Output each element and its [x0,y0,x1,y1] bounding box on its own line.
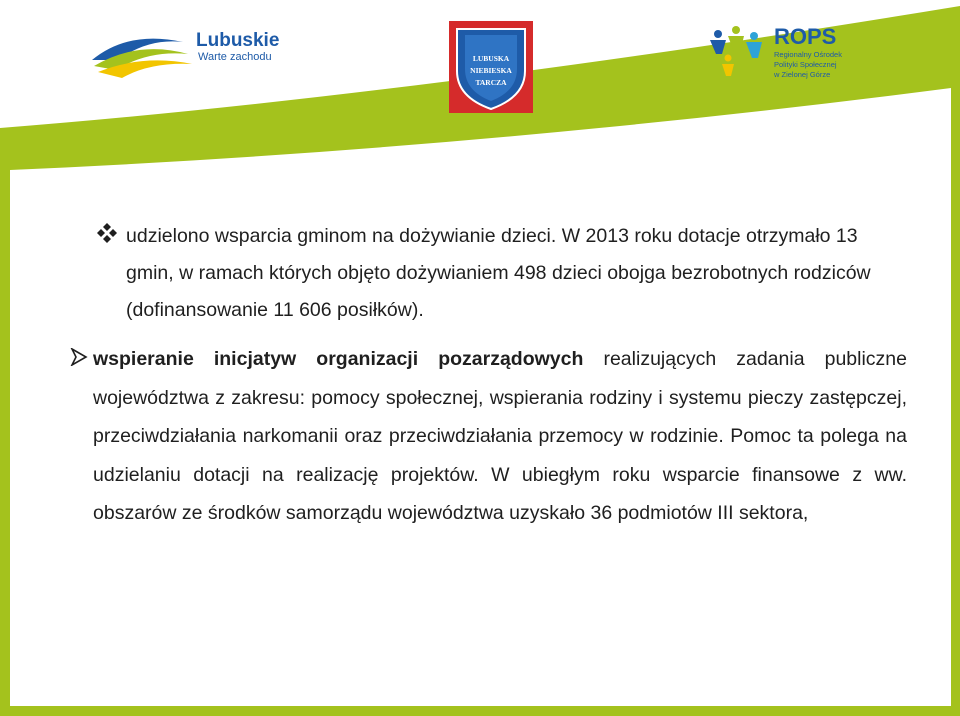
tarcza-line3: TARCZA [475,78,507,87]
rops-line3: w Zielonej Górze [774,70,831,79]
tarcza-line2: NIEBIESKA [470,66,512,75]
lubuskie-title: Lubuskie [196,30,280,51]
rops-title: ROPS [774,24,837,49]
rops-line2: Polityki Społecznej [774,60,837,69]
bullet-text: udzielono wsparcia gminom na dożywianie dzieci. W 2013 roku dotacje otrzymało 13 gmin, w ramach których objęto dożywianiem 498 dzieci obojga bezrobotnych rodziców (dofinansowanie 11 606 posiłków). [126,225,871,321]
bullet-bold-lead: wspieranie inicjatyw organizacji pozarządowych [93,348,584,370]
rops-line1: Regionalny Ośrodek [774,50,842,59]
diamond-dots-icon [96,222,118,244]
lubuskie-subtitle: Warte zachodu [198,51,272,63]
tarcza-line1: LUBUSKA [472,54,510,63]
bullet-text [93,340,907,533]
arrowhead-icon [70,348,88,366]
bullet-body: realizujących zadania publiczne województwa z zakresu: pomocy społecznej, wspierania rodziny i systemu pieczy zastępczej, przeciwdziałania narkomanii oraz przeciwdziałania przemocy w rodzinie. Pomoc ta polega na udzielaniu dotacji na realizację projektów. W ubiegłym roku wsparcie finansowe z ww. obszarów ze środków samorządu województwa uzyskało 36 podmiotów III sektora, [93,348,908,524]
